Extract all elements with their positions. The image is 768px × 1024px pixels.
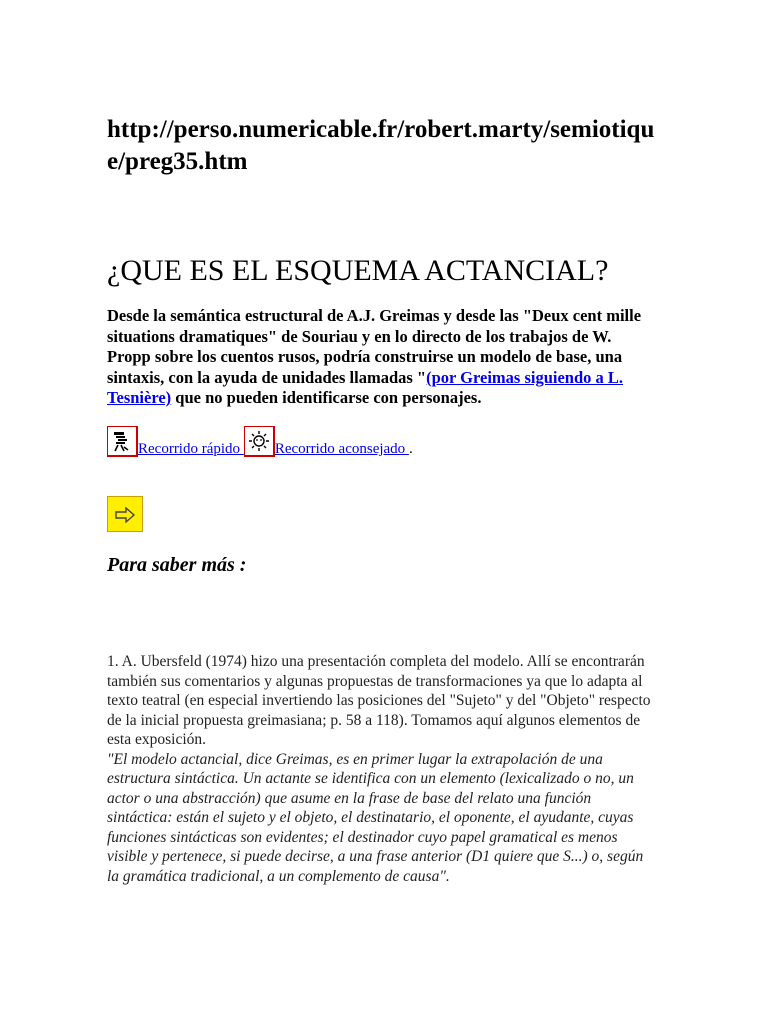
intro-tail: que no pueden identificarse con personajes. <box>171 388 482 407</box>
note-number: 1. <box>107 653 119 670</box>
greimas-tesniere-link[interactable]: (por Greimas siguiendo a L. Tesnière) <box>107 367 624 407</box>
greimas-quote: "El modelo actancial, dice Greimas, es en primer lugar la extrapolación de una estructura sintáctica. Un actante se identifica con un elemento (lexicalizado o no, un actor o una abstracción) que asume en la frase de base del relato una función sintáctica: están el sujeto y el objeto, el destinatario, el oponente, el ayudante, cuyas funciones sintácticas son evidentes; el destinador cuyo papel gramatical es menos visible y pertenece, si puede decirse, a una frase anterior (D1 quiere que S...) o, según la gramática tradicional, a un complemento de causa". <box>107 750 644 885</box>
page-title: ¿QUE ES EL ESQUEMA ACTANCIAL? <box>107 254 609 287</box>
more-heading: Para saber más : <box>107 554 247 576</box>
intro-text: Desde la semántica estructural de A.J. Greimas y desde las "Deux cent mille situations dramatiques" de Souriau y en lo directo de los trabajos de W. Propp sobre los cuentos rusos, podría construirse un modelo de base, una sintaxis, con la ayuda de unidades llamadas " <box>107 306 642 387</box>
route-links <box>107 426 413 460</box>
footnote-paragraph <box>107 652 657 886</box>
advised-route-link[interactable]: Recorrido aconsejado <box>274 441 409 457</box>
walking-figure-icon[interactable] <box>107 426 138 457</box>
next-page-button[interactable] <box>107 496 143 532</box>
note-text: A. Ubersfeld (1974) hizo una presentación completa del modelo. Allí se encontrarán también sus comentarios y algunas propuestas de transformaciones ya que lo adapta al texto teatral (en especial invertiendo las posiciones del "Sujeto" y del "Objeto" respecto de la inicial propuesta greimasiana; p. 58 a 118). Tomamos aquí algunos elementos de esta exposición. <box>107 653 651 748</box>
quick-route-link[interactable]: Recorrido rápido <box>138 441 244 457</box>
source-url: http://perso.numericable.fr/robert.marty/semiotique/preg35.htm <box>107 116 655 175</box>
arrow-right-icon <box>114 507 138 523</box>
intro-paragraph <box>107 306 652 409</box>
sun-face-icon[interactable] <box>244 426 275 457</box>
trailing-dot: . <box>408 441 413 457</box>
